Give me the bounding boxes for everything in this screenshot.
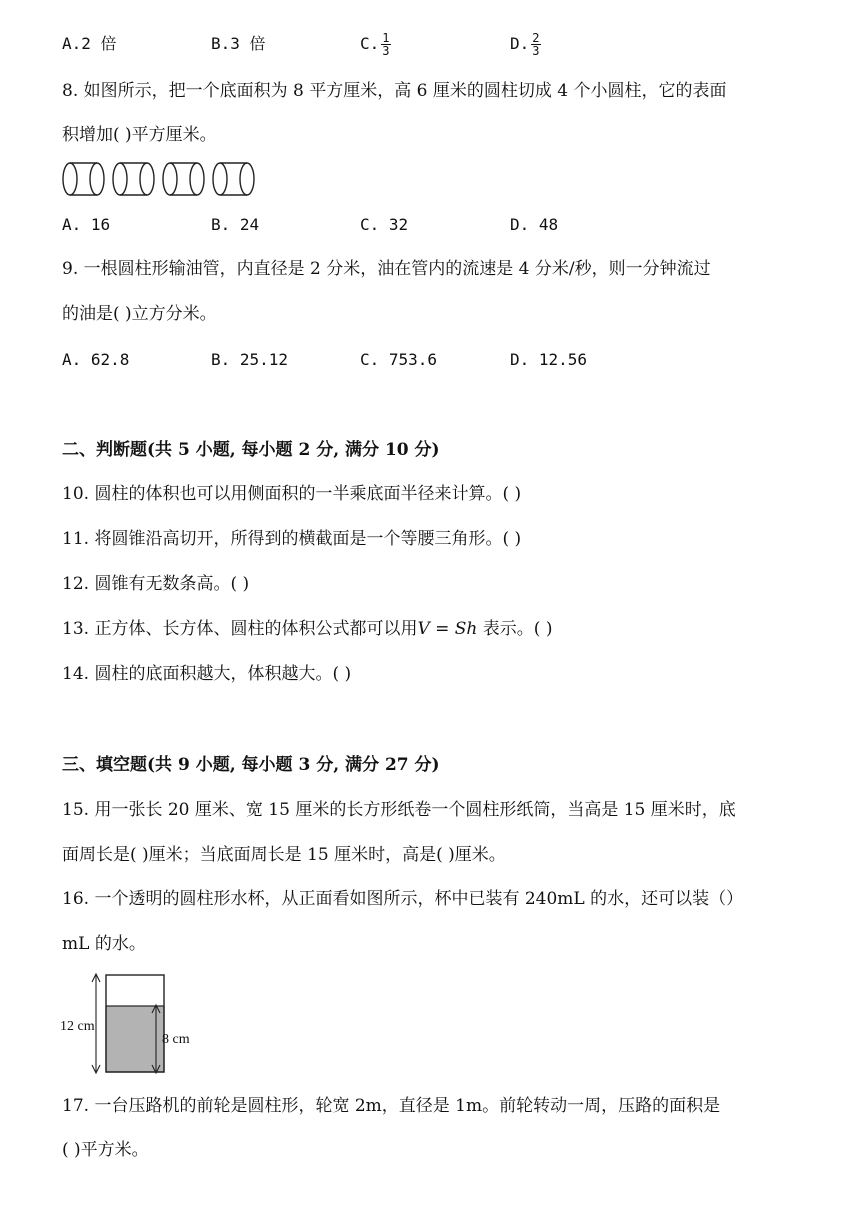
cylinders-figure — [60, 158, 264, 200]
q8-option-b: B. 24 — [211, 215, 260, 234]
fraction — [381, 32, 390, 57]
water-fill — [106, 1006, 164, 1072]
cylinder-2 — [113, 163, 154, 195]
q11-text: 11. 将圆锥沿高切开，所得到的横截面是一个等腰三角形。( ) — [62, 529, 522, 549]
q8-text-line1: 8. 如图所示，把一个底面积为 8 平方厘米，高 6 厘米的圆柱切成 4 个小圆柱，它的表面 — [62, 81, 727, 101]
q7-option-a — [62, 32, 117, 56]
q9-text-line2: 的油是( )立方分米。 — [62, 304, 217, 324]
cylinder-1 — [63, 163, 104, 195]
fraction-numerator: 2 — [532, 31, 540, 45]
cylinder-4 — [213, 163, 254, 195]
q13-text — [62, 617, 552, 641]
q7-option-c — [360, 32, 391, 57]
section-heading-true-false: 二、判断题(共 5 小题, 每小题 2 分, 满分 10 分) — [62, 440, 440, 460]
q8-option-c: C. 32 — [360, 215, 409, 234]
total-height-label: 12 cm — [60, 1019, 95, 1034]
option-label: D. — [510, 34, 530, 53]
fraction-denominator: 3 — [532, 44, 540, 58]
option-label: B. — [211, 34, 231, 53]
q9-option-b: B. 25.12 — [211, 350, 289, 369]
water-cup-figure — [56, 970, 216, 1080]
fraction-numerator: 1 — [382, 31, 390, 45]
q15-text-line2: 面周长是( )厘米；当底面周长是 15 厘米时，高是( )厘米。 — [62, 845, 506, 865]
option-label: A. — [62, 34, 82, 53]
q9-option-d: D. 12.56 — [510, 350, 588, 369]
fraction-denominator: 3 — [382, 44, 390, 58]
option-text: 2 倍 — [81, 34, 117, 53]
q12-text: 12. 圆锥有无数条高。( ) — [62, 574, 250, 594]
q17-text-line2: ( )平方米。 — [62, 1140, 149, 1160]
q8-text-line2: 积增加( )平方厘米。 — [62, 125, 217, 145]
q7-option-b — [211, 32, 266, 56]
volume-formula: V = Sh — [417, 619, 478, 639]
cylinder-3 — [163, 163, 204, 195]
q14-text: 14. 圆柱的底面积越大，体积越大。( ) — [62, 664, 352, 684]
q7-option-d — [510, 32, 541, 57]
q16-text-line2: mL 的水。 — [62, 934, 146, 954]
q16-text-line1: 16. 一个透明的圆柱形水杯，从正面看如图所示，杯中已装有 240mL 的水，还可以装（） — [62, 889, 744, 909]
option-text: 3 倍 — [230, 34, 266, 53]
water-height-label: 8 cm — [162, 1032, 190, 1047]
q17-text-line1: 17. 一台压路机的前轮是圆柱形，轮宽 2m，直径是 1m。前轮转动一周，压路的面积是 — [62, 1096, 721, 1116]
q9-option-c: C. 753.6 — [360, 350, 438, 369]
q8-option-d: D. 48 — [510, 215, 559, 234]
q13-text-after: 表示。( ) — [477, 619, 553, 639]
q9-option-a: A. 62.8 — [62, 350, 130, 369]
q15-text-line1: 15. 用一张长 20 厘米、宽 15 厘米的长方形纸卷一个圆柱形纸筒，当高是 15 厘米时，底 — [62, 800, 736, 820]
option-label: C. — [360, 34, 380, 53]
q13-text-before: 13. 正方体、长方体、圆柱的体积公式都可以用 — [62, 619, 418, 639]
section-heading-fill-in: 三、填空题(共 9 小题, 每小题 3 分, 满分 27 分) — [62, 755, 440, 775]
q8-option-a: A. 16 — [62, 215, 111, 234]
fraction — [531, 32, 540, 57]
q10-text: 10. 圆柱的体积也可以用侧面积的一半乘底面半径来计算。( ) — [62, 484, 522, 504]
q9-text-line1: 9. 一根圆柱形输油管，内直径是 2 分米，油在管内的流速是 4 分米/秒，则一分钟流过 — [62, 259, 711, 279]
